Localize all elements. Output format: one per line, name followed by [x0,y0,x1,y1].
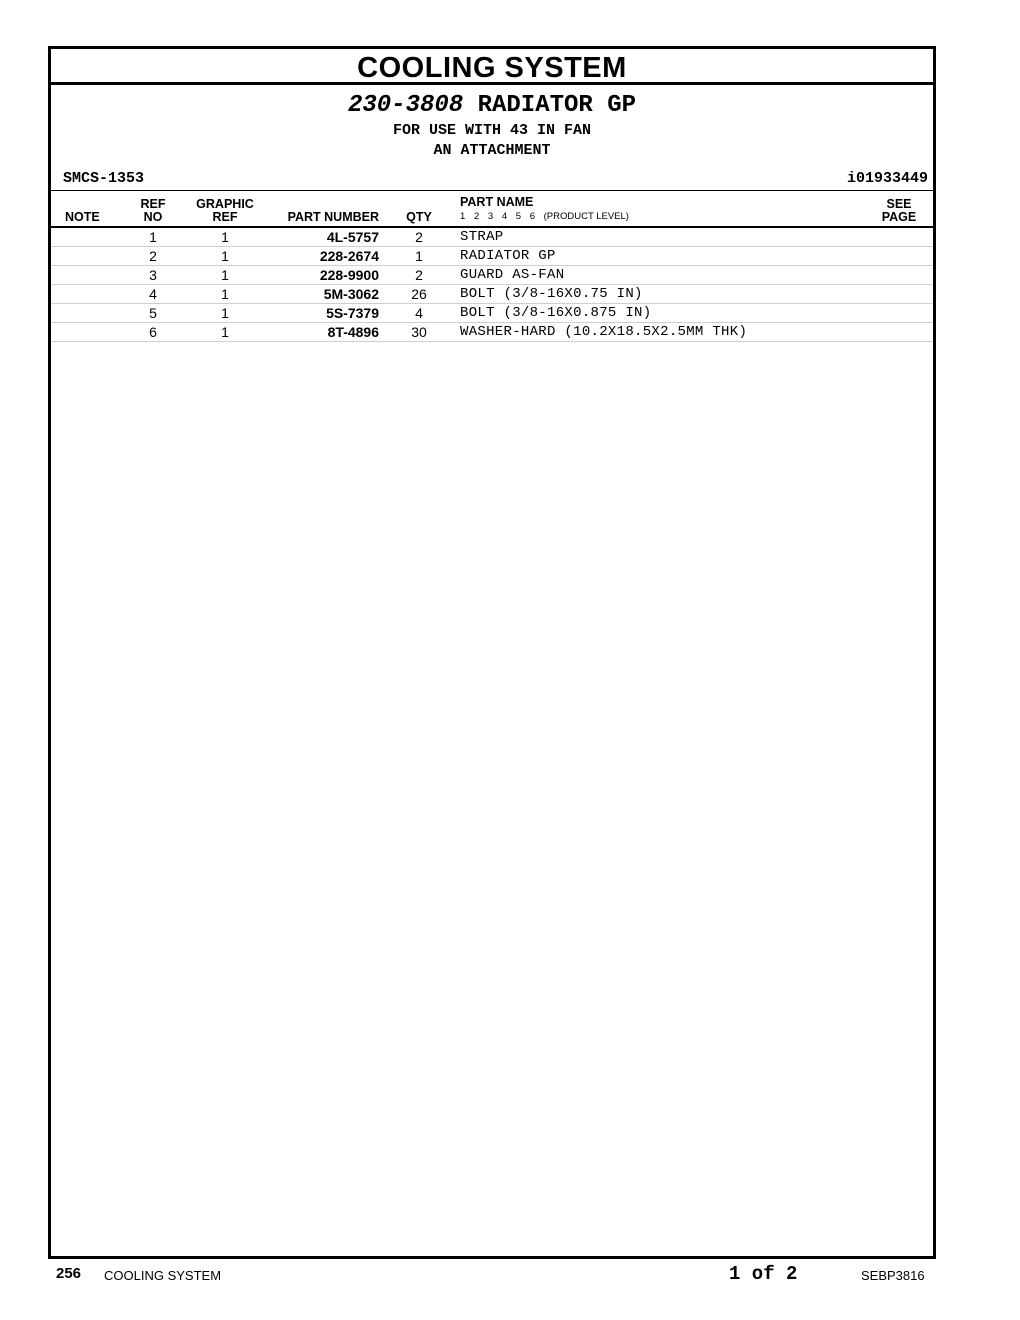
graphic-ref-cell: 1 [221,324,229,340]
col-see-top: SEE [886,197,912,211]
col-ref-bottom: NO [143,210,163,224]
col-see-bottom: PAGE [881,210,917,224]
table-row [51,285,933,304]
ref-no-cell: 6 [149,324,157,340]
col-ref-top: REF [140,197,166,211]
table-row [51,266,933,285]
footer-page-number: 256 [56,1265,82,1282]
qty-cell: 26 [411,286,427,302]
illustration-id: i01933449 [846,170,928,187]
group-part-number: 230-3808 [347,92,464,119]
part-name-cell: RADIATOR GP [460,248,556,264]
smcs-code: SMCS-1353 [63,170,145,187]
part-number-cell: 228-2674 [319,248,379,264]
product-level-2: 2 [473,211,480,222]
graphic-ref-cell: 1 [221,286,229,302]
product-level-label: (PRODUCT LEVEL) [543,211,629,222]
part-number-cell: 5S-7379 [326,305,379,321]
qty-cell: 2 [415,229,423,245]
col-note: NOTE [65,210,100,224]
table-row [51,304,933,323]
ref-no-cell: 1 [149,229,157,245]
part-number-cell: 8T-4896 [327,324,379,340]
ref-no-cell: 3 [149,267,157,283]
table-row [51,247,933,266]
table-row [51,228,933,247]
group-attachment-line: AN ATTACHMENT [433,142,551,159]
col-part-name: PART NAME [460,195,534,209]
qty-cell: 4 [415,305,423,321]
qty-cell: 2 [415,267,423,283]
graphic-ref-cell: 1 [221,305,229,321]
col-qty: QTY [406,210,432,224]
footer-document-id: SEBP3816 [861,1268,925,1283]
product-level-5: 5 [515,211,522,222]
group-heading [51,92,933,120]
graphic-ref-cell: 1 [221,267,229,283]
group-name: RADIATOR GP [477,92,637,119]
col-part-number: PART NUMBER [287,210,379,224]
ref-no-cell: 2 [149,248,157,264]
col-graphic-bottom: REF [212,210,238,224]
part-name-cell: WASHER-HARD (10.2X18.5X2.5MM THK) [460,324,748,340]
part-number-cell: 5M-3062 [323,286,379,302]
header-top-rule [51,190,933,191]
part-number-cell: 4L-5757 [326,229,379,245]
part-name-cell: BOLT (3/8-16X0.875 IN) [460,305,652,321]
product-level-6: 6 [529,211,535,222]
col-graphic-top: GRAPHIC [196,197,254,211]
section-title: COOLING SYSTEM [51,49,933,85]
ref-no-cell: 5 [149,305,157,321]
part-name-cell: BOLT (3/8-16X0.75 IN) [460,286,643,302]
table-row [51,323,933,342]
part-name-cell: STRAP [460,229,504,245]
footer-page-of: 1 of 2 [729,1263,798,1285]
graphic-ref-cell: 1 [221,229,229,245]
graphic-ref-cell: 1 [221,248,229,264]
product-level-3: 3 [487,211,494,222]
qty-cell: 1 [415,248,423,264]
parts-page-frame [48,46,936,1259]
ref-no-cell: 4 [149,286,157,302]
qty-cell: 30 [411,324,427,340]
product-level-1: 1 [460,211,466,222]
group-usage-line: FOR USE WITH 43 IN FAN [392,122,592,139]
product-level-4: 4 [501,211,508,222]
part-name-cell: GUARD AS-FAN [460,267,565,283]
part-number-cell: 228-9900 [319,267,379,283]
product-level-scale [460,211,629,222]
parts-table [51,228,933,342]
footer-section: COOLING SYSTEM [104,1268,222,1283]
